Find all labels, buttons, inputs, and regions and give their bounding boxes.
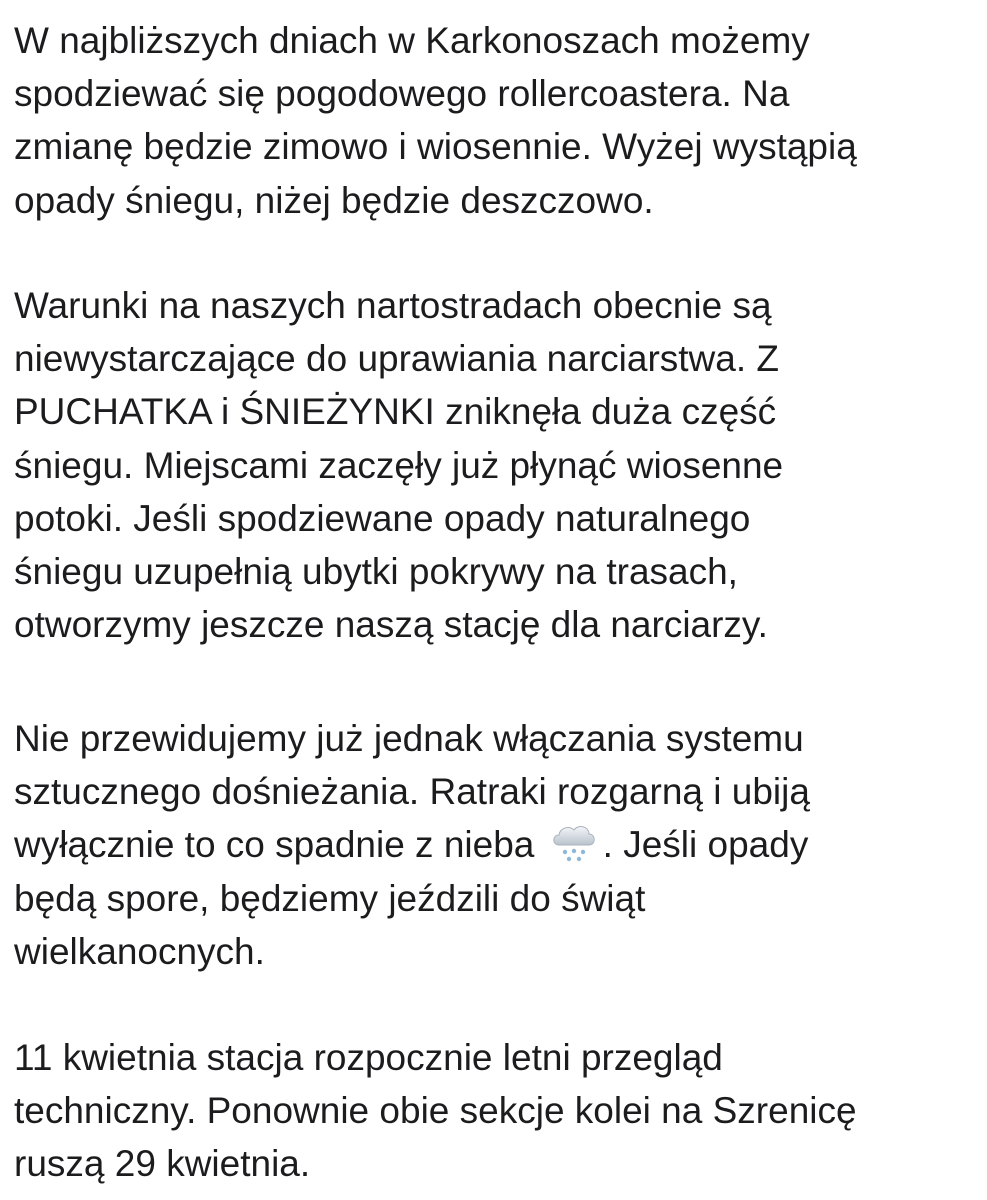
- text-line: będą spore, będziemy jeździli do świąt: [14, 877, 646, 919]
- text-line: PUCHATKA i ŚNIEŻYNKI zniknęła duża część: [14, 391, 777, 433]
- text-line: W najbliższych dniach w Karkonoszach możemy: [14, 20, 810, 61]
- text-line: spodziewać się pogodowego rollercoastera. Na: [14, 73, 790, 115]
- paragraph-slope-conditions: [14, 279, 783, 651]
- paragraph-maintenance: [14, 1031, 857, 1191]
- text-line: ruszą 29 kwietnia.: [14, 1143, 311, 1185]
- cloud-with-snow-icon: [549, 821, 599, 865]
- text-line: Nie przewidujemy już jednak włączania systemu: [14, 718, 804, 759]
- text-line: Warunki na naszych nartostradach obecnie są: [14, 285, 772, 326]
- text-line: śniegu uzupełnią ubytki pokrywy na trasach,: [14, 550, 738, 592]
- text-line: otworzymy jeszcze naszą stację dla narciarzy.: [14, 604, 768, 646]
- text-line: 11 kwietnia stacja rozpocznie letni przegląd: [14, 1037, 723, 1078]
- text-line: zmianę będzie zimowo i wiosennie. Wyżej wystąpią: [14, 126, 857, 168]
- text-line-with-emoji: [14, 818, 810, 871]
- paragraph-snowmaking: [14, 712, 810, 978]
- text-line: potoki. Jeśli spodziewane opady naturalnego: [14, 497, 751, 539]
- text-line: techniczny. Ponownie obie sekcje kolei na Szrenicę: [14, 1090, 857, 1132]
- text-line: niewystarczające do uprawiania narciarstwa. Z: [14, 338, 780, 380]
- text-line: sztucznego dośnieżania. Ratraki rozgarną i ubiją: [14, 771, 810, 813]
- text-line: wielkanocnych.: [14, 930, 265, 972]
- text-line: śniegu. Miejscami zaczęły już płynąć wiosenne: [14, 444, 784, 486]
- text-line: opady śniegu, niżej będzie deszczowo.: [14, 179, 654, 221]
- paragraph-weather: [14, 14, 857, 227]
- text-fragment: wyłącznie to co spadnie z nieba: [14, 824, 535, 866]
- text-fragment: . Jeśli opady: [602, 824, 809, 866]
